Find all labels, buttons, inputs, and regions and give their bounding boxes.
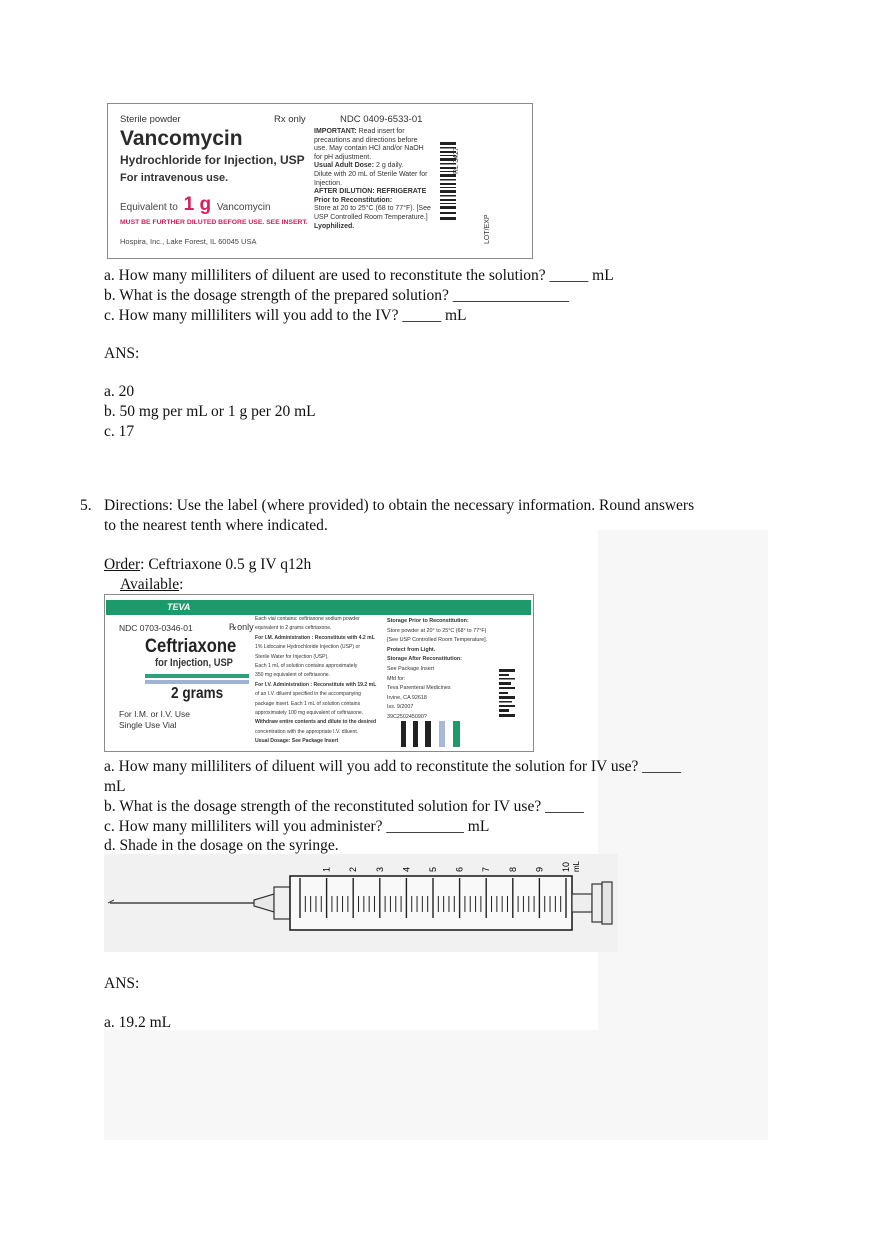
syringe-tick-label: 2 — [348, 866, 359, 872]
ceft-vial: Single Use Vial — [119, 720, 177, 730]
ceft-col3-line: Teva Parenteral Medicines — [387, 685, 451, 692]
vanco-maker: Hospira, Inc., Lake Forest, IL 60045 USA — [120, 237, 257, 246]
scan-background-lower — [104, 1030, 768, 1140]
vanco-form: Hydrochloride for Injection, USP — [120, 153, 305, 167]
ceft-col2-line: 350 mg equivalent of ceftriaxone. — [255, 672, 331, 679]
vanco-after-head: AFTER DILUTION: REFRIGERATE — [314, 188, 427, 196]
vanco-important-text: Read insert for precautions and directions before use. May contain HCl and/or NaOH for pH adjustment. — [314, 128, 424, 161]
vanco-code1: RL-3427 — [453, 147, 460, 174]
ceft-col2 — [255, 615, 387, 747]
ceft-col3-line: Protect from Light. — [387, 646, 436, 653]
vanco-name: Vancomycin — [120, 127, 243, 150]
ceft-col3-line: Iss. 9/2007 — [387, 704, 414, 711]
ceft-col3-line: Store powder at 20° to 25°C (68° to 77°F) — [387, 627, 487, 634]
syringe-tick-label: 5 — [428, 866, 438, 872]
q5-d: d. Shade in the dosage on the syringe. — [104, 837, 339, 854]
q5-available-colon: : — [179, 576, 184, 593]
q4-c: c. How many milliliters will you add to the IV? _____ mL — [104, 307, 467, 324]
vanco-equiv-amount: 1 g — [183, 194, 212, 215]
ceftriaxone-label — [104, 594, 534, 752]
syringe-tick-label: 7 — [481, 866, 492, 872]
vanco-equiv-pre: Equivalent to — [120, 202, 178, 213]
ceft-col3-line: Mfd for: — [387, 675, 406, 682]
ceft-col3-line: Storage Prior to Reconstitution: — [387, 618, 469, 624]
vanco-important-head: IMPORTANT: — [314, 128, 357, 135]
syringe-plunger-thumb — [602, 882, 612, 924]
q5-order-text: : Ceftriaxone 0.5 g IV q12h — [140, 556, 312, 573]
vanco-details — [314, 128, 432, 231]
vanco-rx: Rx only — [274, 114, 306, 125]
ceft-col2-line: Withdraw entire contents and dilute to the desired — [255, 719, 377, 726]
ceft-stripe-green — [145, 674, 249, 678]
vanco-sterile: Sterile powder — [120, 114, 181, 125]
vanco-usual-head: Usual Adult Dose: — [314, 162, 375, 170]
ceft-col2-line: of an I.V. diluent specified in the accompanying — [255, 691, 362, 698]
ceft-col2-line: 1% Lidocaine Hydrochloride Injection (USP) or — [255, 644, 361, 651]
ceft-name: Ceftriaxone — [145, 635, 237, 657]
vanco-lyoph: Lyophilized. — [314, 222, 355, 230]
syringe-tick-label: 8 — [507, 866, 518, 872]
q5-ans-label: ANS: — [104, 975, 140, 992]
ceft-amount: 2 grams — [171, 685, 224, 702]
q5-ans-a: a. 19.2 mL — [104, 1014, 172, 1031]
q4-ans-c: c. 17 — [104, 423, 135, 440]
vancomycin-label — [107, 103, 533, 259]
ceft-brand: TEVA — [167, 602, 191, 612]
ceft-col2-line: For I.M. Administration : Reconstitute with 4.2 mL — [255, 634, 375, 641]
q5-available-label: Available — [120, 576, 180, 593]
ceft-form: for Injection, USP — [155, 657, 233, 669]
ceft-col2-line: approximately 100 mg equivalent of ceftriaxone. — [255, 710, 364, 717]
vanco-equiv-post: Vancomycin — [216, 202, 271, 213]
q5-order-label: Order — [104, 556, 141, 573]
q5-order — [104, 555, 311, 575]
syringe-plunger-flange — [592, 884, 602, 922]
ceft-col2-line: Each vial contains: ceftriaxone sodium powder — [255, 616, 360, 622]
q4-b: b. What is the dosage strength of the prepared solution? _______________ — [104, 287, 570, 304]
vanco-route: For intravenous use. — [120, 172, 229, 184]
syringe-unit-label: mL — [572, 860, 581, 872]
vanco-warning: MUST BE FURTHER DILUTED BEFORE USE. SEE INSERT. — [120, 219, 308, 226]
q5-available — [120, 575, 183, 595]
syringe-hub — [254, 894, 274, 912]
q5-a-line2: mL — [104, 778, 126, 795]
ceft-col2-line: Sterile Water for Injection (USP). — [255, 653, 329, 660]
vanco-ndc: NDC 0409-6533-01 — [340, 114, 423, 125]
q4-ans-label: ANS: — [104, 345, 140, 362]
vanco-dilute: Dilute with 20 mL of Sterile Water for Injection. — [314, 170, 428, 187]
ceft-col3-line: Irvine, CA 92618 — [387, 694, 427, 701]
syringe-tick-label: 6 — [454, 866, 465, 872]
q5-c: c. How many milliliters will you administer? __________ mL — [104, 818, 490, 835]
ceft-stripe-blue — [145, 680, 249, 684]
ceft-barcode — [499, 669, 515, 719]
ceft-rx: ℞only — [229, 622, 254, 632]
ceft-col3-line: Storage After Reconstitution: — [387, 656, 462, 663]
q4-ans-a: a. 20 — [104, 383, 135, 400]
syringe-tick-label: 1 — [321, 866, 332, 872]
vanco-usual-text: 2 g daily. — [375, 162, 404, 170]
syringe-drawing — [104, 854, 618, 952]
q4-ans-b: b. 50 mg per mL or 1 g per 20 mL — [104, 403, 316, 420]
ceft-col3-line: [See USP Controlled Room Temperature]. — [387, 637, 488, 644]
ceft-col2-line: For I.V. Administration : Reconstitute with 19.2 mL — [255, 681, 377, 688]
ceft-col3-line: 39C250245090? — [387, 713, 427, 720]
q5-b: b. What is the dosage strength of the reconstituted solution for IV use? _____ — [104, 798, 584, 815]
vanco-prior-head: Prior to Reconstitution: — [314, 196, 393, 204]
q5-directions-2: to the nearest tenth where indicated. — [104, 517, 328, 534]
ceft-color-bars — [401, 721, 467, 747]
ceft-col2-line: equivalent to 2 grams ceftriaxone. — [255, 625, 332, 632]
syringe-tick-label: 3 — [374, 866, 385, 872]
syringe-tip-collar — [274, 887, 290, 919]
ceft-col2-line: concentration with the appropriate I.V. diluent. — [255, 728, 359, 735]
vanco-code2: LOT/EXP — [484, 214, 491, 244]
ceft-col2-line: package insert. Each 1 mL of solution contains — [255, 700, 361, 707]
q5-a-line1: a. How many milliliters of diluent will you add to reconstitute the solution for IV use? _____ — [104, 758, 681, 775]
ceft-col3-line: See Package Insert — [387, 665, 435, 672]
ceft-col2-line: Each 1 mL of solution contains approximately — [255, 663, 358, 670]
q5-directions-1: Directions: Use the label (where provided) to obtain the necessary information. Round answers — [104, 497, 695, 514]
ceft-use: For I.M. or I.V. Use — [119, 709, 191, 719]
vanco-prior-text: Store at 20 to 25°C (68 to 77°F). [See USP Controlled Room Temperature.] — [314, 205, 431, 221]
syringe-tick-label: 9 — [534, 866, 545, 872]
syringe-plunger-rod — [572, 894, 592, 912]
syringe-tick-label: 10 — [561, 861, 571, 872]
syringe-tick-label: 4 — [401, 866, 412, 872]
syringe-image — [104, 854, 618, 952]
q4-a: a. How many milliliters of diluent are used to reconstitute the solution? _____ mL — [104, 267, 614, 284]
q5-number: 5. — [80, 497, 92, 514]
ceft-ndc: NDC 0703-0346-01 — [119, 623, 193, 633]
ceft-col2-line: Usual Dosage: See Package Insert — [255, 738, 339, 745]
